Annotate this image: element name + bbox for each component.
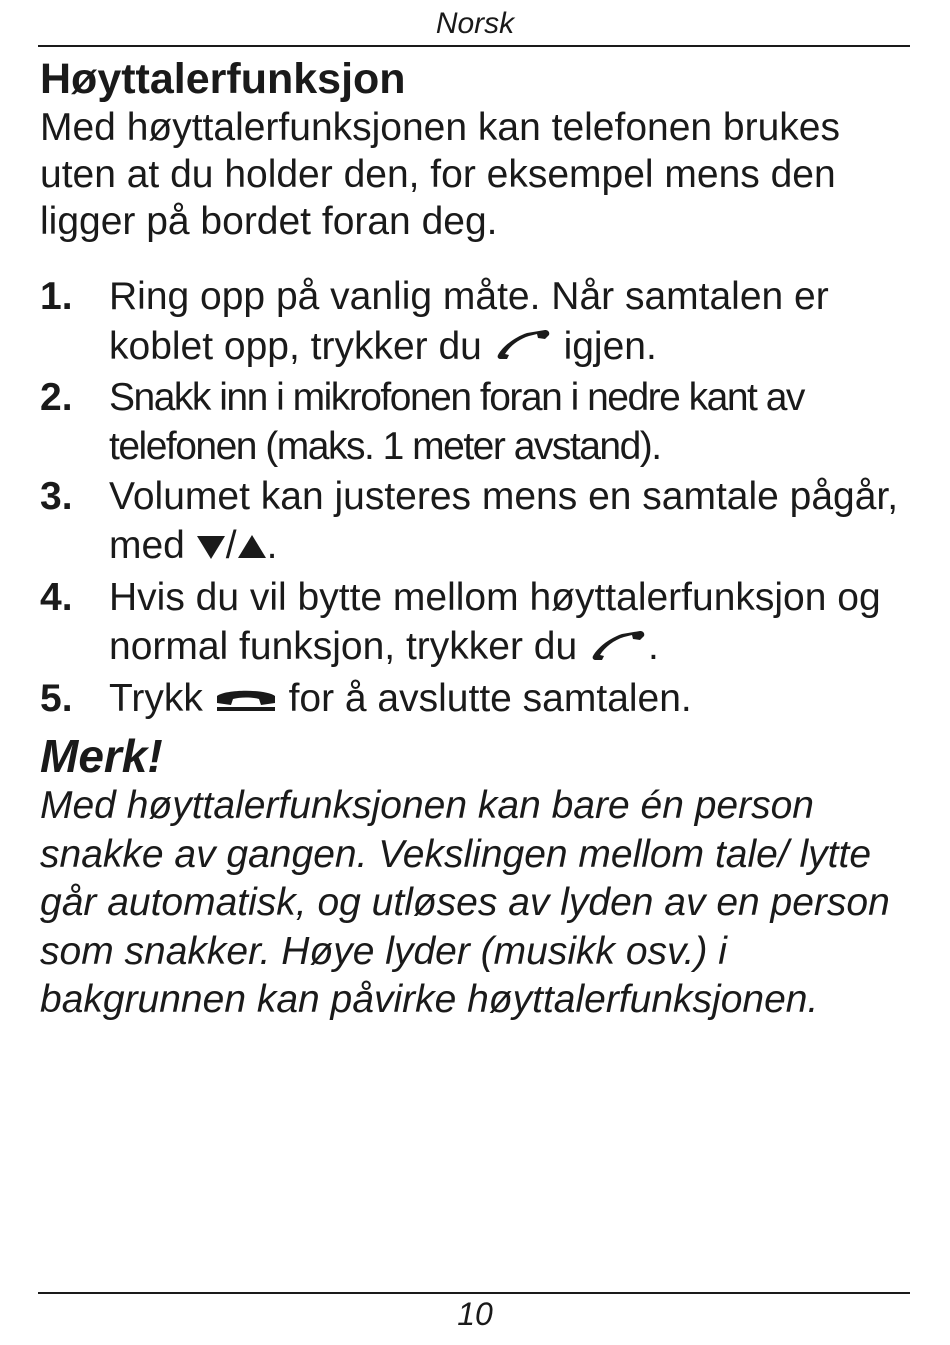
step-text: Trykk — [109, 676, 203, 720]
page-number: 10 — [457, 1296, 493, 1332]
arrow-down-icon — [196, 523, 226, 573]
step-item — [40, 272, 920, 373]
step-item — [40, 373, 920, 472]
step-text: Snakk inn i mikrofonen foran i nedre kant av telefonen (maks. 1 meter avstand). — [109, 375, 804, 469]
arrow-up-icon — [237, 523, 267, 573]
header-divider — [38, 45, 910, 47]
section-title: Høyttalerfunksjon — [40, 55, 406, 103]
call-key-icon — [493, 323, 553, 373]
step-text: Ring opp på vanlig måte. Når samtalen er koblet opp, trykker du — [109, 275, 829, 368]
header-language: Norsk — [435, 7, 515, 40]
step-text: Volumet kan justeres mens en samtale pågår, med — [109, 474, 899, 568]
step-number: 3. — [40, 474, 73, 518]
end-call-key-icon — [214, 676, 278, 726]
step-item — [40, 472, 920, 573]
step-number: 1. — [40, 275, 73, 318]
section-intro: Med høyttalerfunksjonen kan telefonen brukes uten at du holder den, for eksempel mens den ligger på bordet foran deg. — [40, 106, 840, 243]
step-text: Hvis du vil bytte mellom høyttalerfunksjon og normal funksjon, trykker du — [109, 575, 881, 669]
steps-list — [40, 272, 920, 725]
step-number: 2. — [40, 375, 73, 419]
step-item — [40, 674, 920, 725]
step-number: 4. — [40, 575, 73, 619]
step-text-after: for å avslutte samtalen. — [288, 676, 692, 720]
step-text-after: . — [648, 625, 659, 669]
step-text-after: igjen. — [563, 324, 657, 368]
step-number: 5. — [40, 676, 73, 720]
arrow-separator: / — [225, 524, 237, 568]
note-title: Merk! — [40, 730, 163, 782]
call-key-icon — [588, 624, 648, 674]
step-item — [40, 573, 920, 674]
note-body: Med høyttalerfunksjonen kan bare én person snakke av gangen. Vekslingen mellom tale/ lytte går automatisk, og utløses av lyden av en person som snakker. Høye lyder (musikk osv.) i bakgrunnen kan påvirke høyttalerfunksjonen. — [40, 784, 890, 1021]
step-text-after: . — [266, 524, 278, 568]
